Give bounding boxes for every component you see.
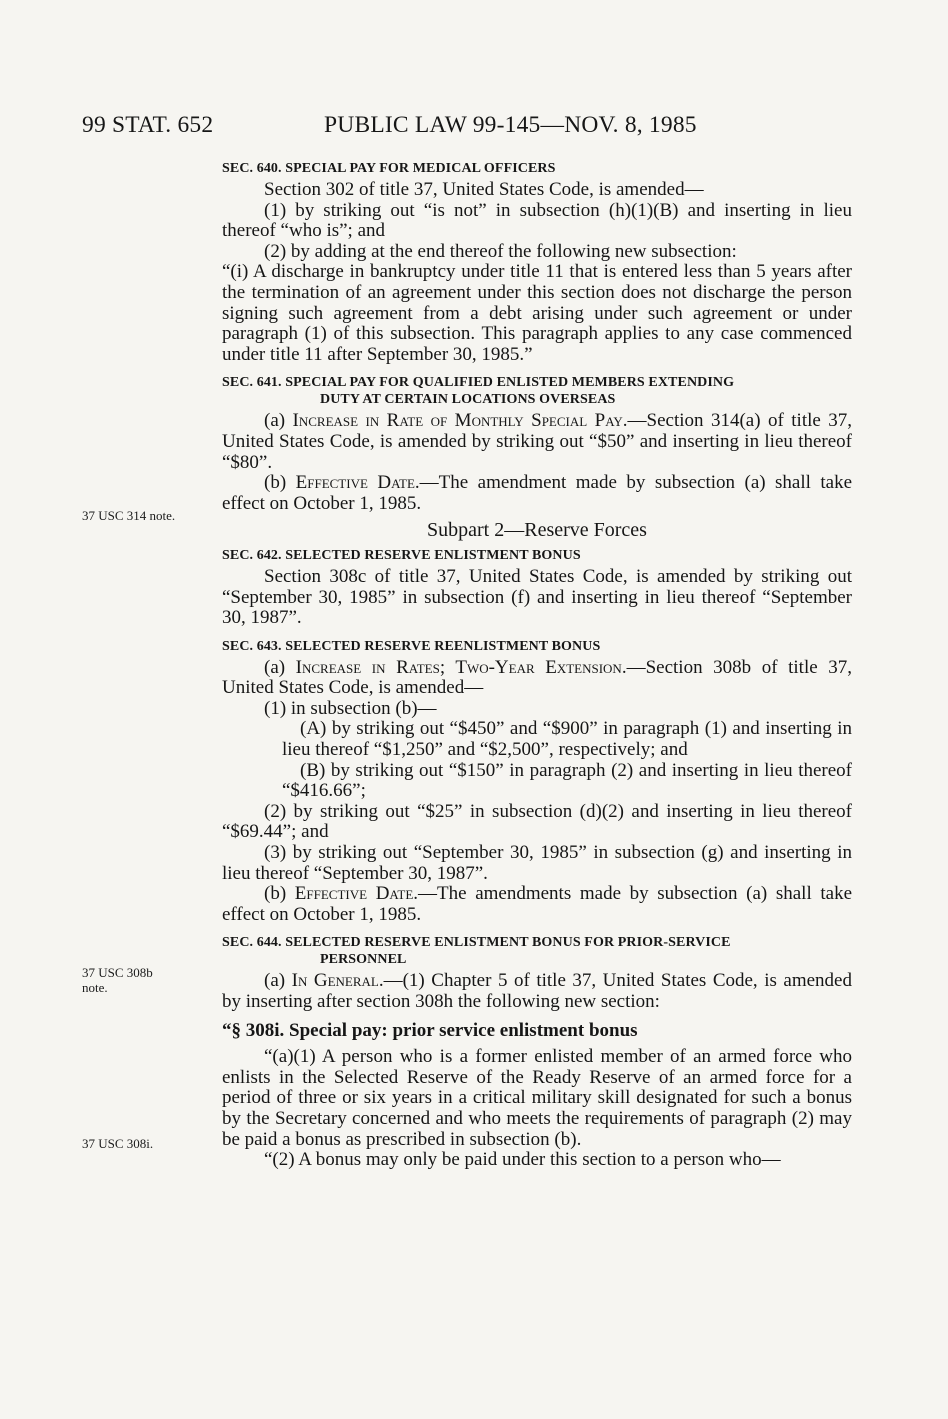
sec643-subsection-b (222, 884, 852, 925)
sec644-paragraph-a2: “(2) A bonus may only be paid under this section to a person who— (264, 1149, 781, 1171)
sec641-a-label: (a) (264, 410, 293, 432)
sec644-a-text: —(1) Chapter 5 of title 37, United States Code, is amended by inserting after section 308h the following new section: (222, 970, 852, 1012)
margin-note-308i: 37 USC 308i. (82, 1136, 154, 1151)
sec643-subsection-a (222, 658, 852, 699)
sec641-subsection-a (222, 411, 852, 473)
sec643-b-text: —The amendments made by subsection (a) shall take effect on October 1, 1985. (222, 883, 853, 925)
sec643-item1A: (A) by striking out “$450” and “$900” in paragraph (1) and inserting in lieu thereof “$1,250” and “$2,500”, respectively; and (282, 718, 852, 761)
section-heading-641 (222, 374, 852, 408)
sec643-a-title: Increase in Rates; Two-Year Extension. (295, 656, 627, 678)
margin-note-314: 37 USC 314 note. (82, 508, 176, 523)
sec643-item1: (1) in subsection (b)— (264, 697, 437, 719)
sec643-b-title: Effective Date. (294, 883, 419, 905)
sec641-subsection-b (222, 473, 852, 514)
sec641-a-text: —Section 314(a) of title 37, United States Code, is amended by striking out “$50” and inserting in lieu thereof “$80”. (222, 410, 852, 473)
margin-note-308b-line2: note. (82, 980, 108, 995)
sec643-item1B: (B) by striking out “$150” in paragraph (2) and inserting in lieu thereof “$416.66”; (282, 759, 852, 802)
sec644-a-title: In General. (291, 970, 384, 992)
margin-note-308b-line1: 37 USC 308b (82, 965, 153, 980)
sec640-item1: (1) by striking out “is not” in subsection (h)(1)(B) and inserting in lieu thereof “who is”; and (222, 199, 852, 242)
margin-note-308b (82, 965, 153, 995)
sec644-heading-line1: SEC. 644. SELECTED RESERVE ENLISTMENT BONUS FOR PRIOR-SERVICE (222, 935, 731, 951)
sec644-new-section-title: “§ 308i. Special pay: prior service enlistment bonus (222, 1019, 638, 1041)
sec641-b-title: Effective Date. (295, 472, 420, 494)
sec641-heading-line1: SEC. 641. SPECIAL PAY FOR QUALIFIED ENLISTED MEMBERS EXTENDING (222, 375, 735, 391)
sec640-quoted-subsection: “(i) A discharge in bankruptcy under title 11 that is entered less than 5 years after the termination of an agreement under this section does not discharge the person signing such agreement from a debt arising under such agreement or under paragraph (1) of this subsection. This paragraph applies to any case commenced under title 11 after September 30, 1985.” (222, 261, 852, 365)
sec643-a-label: (a) (264, 656, 296, 678)
stat-reference: 99 STAT. 652 (82, 112, 214, 138)
page-header (82, 112, 872, 148)
sec643-a-text: —Section 308b of title 37, United States Code, is amended— (222, 656, 852, 699)
sec644-subsection-a (222, 971, 852, 1012)
document-body (222, 160, 852, 1171)
sec644-a-label: (a) (264, 970, 292, 992)
sec643-item2: (2) by striking out “$25” in subsection (d)(2) and inserting in lieu thereof “$69.44”; and (222, 800, 852, 843)
sec642-text: Section 308c of title 37, United States Code, is amended by striking out “September 30, 1985” in subsection (f) and inserting in lieu thereof “September 30, 1987”. (222, 565, 852, 629)
sec643-item3: (3) by striking out “September 30, 1985” in subsection (g) and inserting in lieu thereof “September 30, 1987”. (222, 842, 852, 884)
sec644-paragraph-a1: “(a)(1) A person who is a former enlisted member of an armed force who enlists in the Selected Reserve of the Ready Reserve of an armed force for a period of three or six years in a critical military skill designated for such a bonus by the Secretary concerned and who meets the requirements of paragraph (2) may be paid a bonus as prescribed in subsection (b). (222, 1046, 852, 1150)
sec641-b-label: (b) (264, 472, 296, 494)
section-heading-643: SEC. 643. SELECTED RESERVE REENLISTMENT BONUS (222, 638, 601, 654)
sec641-a-title: Increase in Rate of Monthly Special Pay. (292, 410, 628, 432)
sec641-b-text: —The amendment made by subsection (a) shall take effect on October 1, 1985. (222, 472, 853, 514)
sec643-b-label: (b) (264, 883, 295, 905)
section-heading-644 (222, 934, 852, 968)
sec641-heading-line2: DUTY AT CERTAIN LOCATIONS OVERSEAS (320, 392, 616, 408)
sec640-item2: (2) by adding at the end thereof the following new subsection: (264, 240, 737, 262)
section-heading-642: SEC. 642. SELECTED RESERVE ENLISTMENT BONUS (222, 547, 581, 563)
law-reference: PUBLIC LAW 99-145—NOV. 8, 1985 (324, 112, 697, 138)
sec644-heading-line2: PERSONNEL (320, 952, 407, 968)
sec640-intro: Section 302 of title 37, United States Code, is amended— (264, 179, 704, 200)
section-heading-640: SEC. 640. SPECIAL PAY FOR MEDICAL OFFICERS (222, 161, 556, 176)
subpart-title: Subpart 2—Reserve Forces (427, 519, 647, 542)
